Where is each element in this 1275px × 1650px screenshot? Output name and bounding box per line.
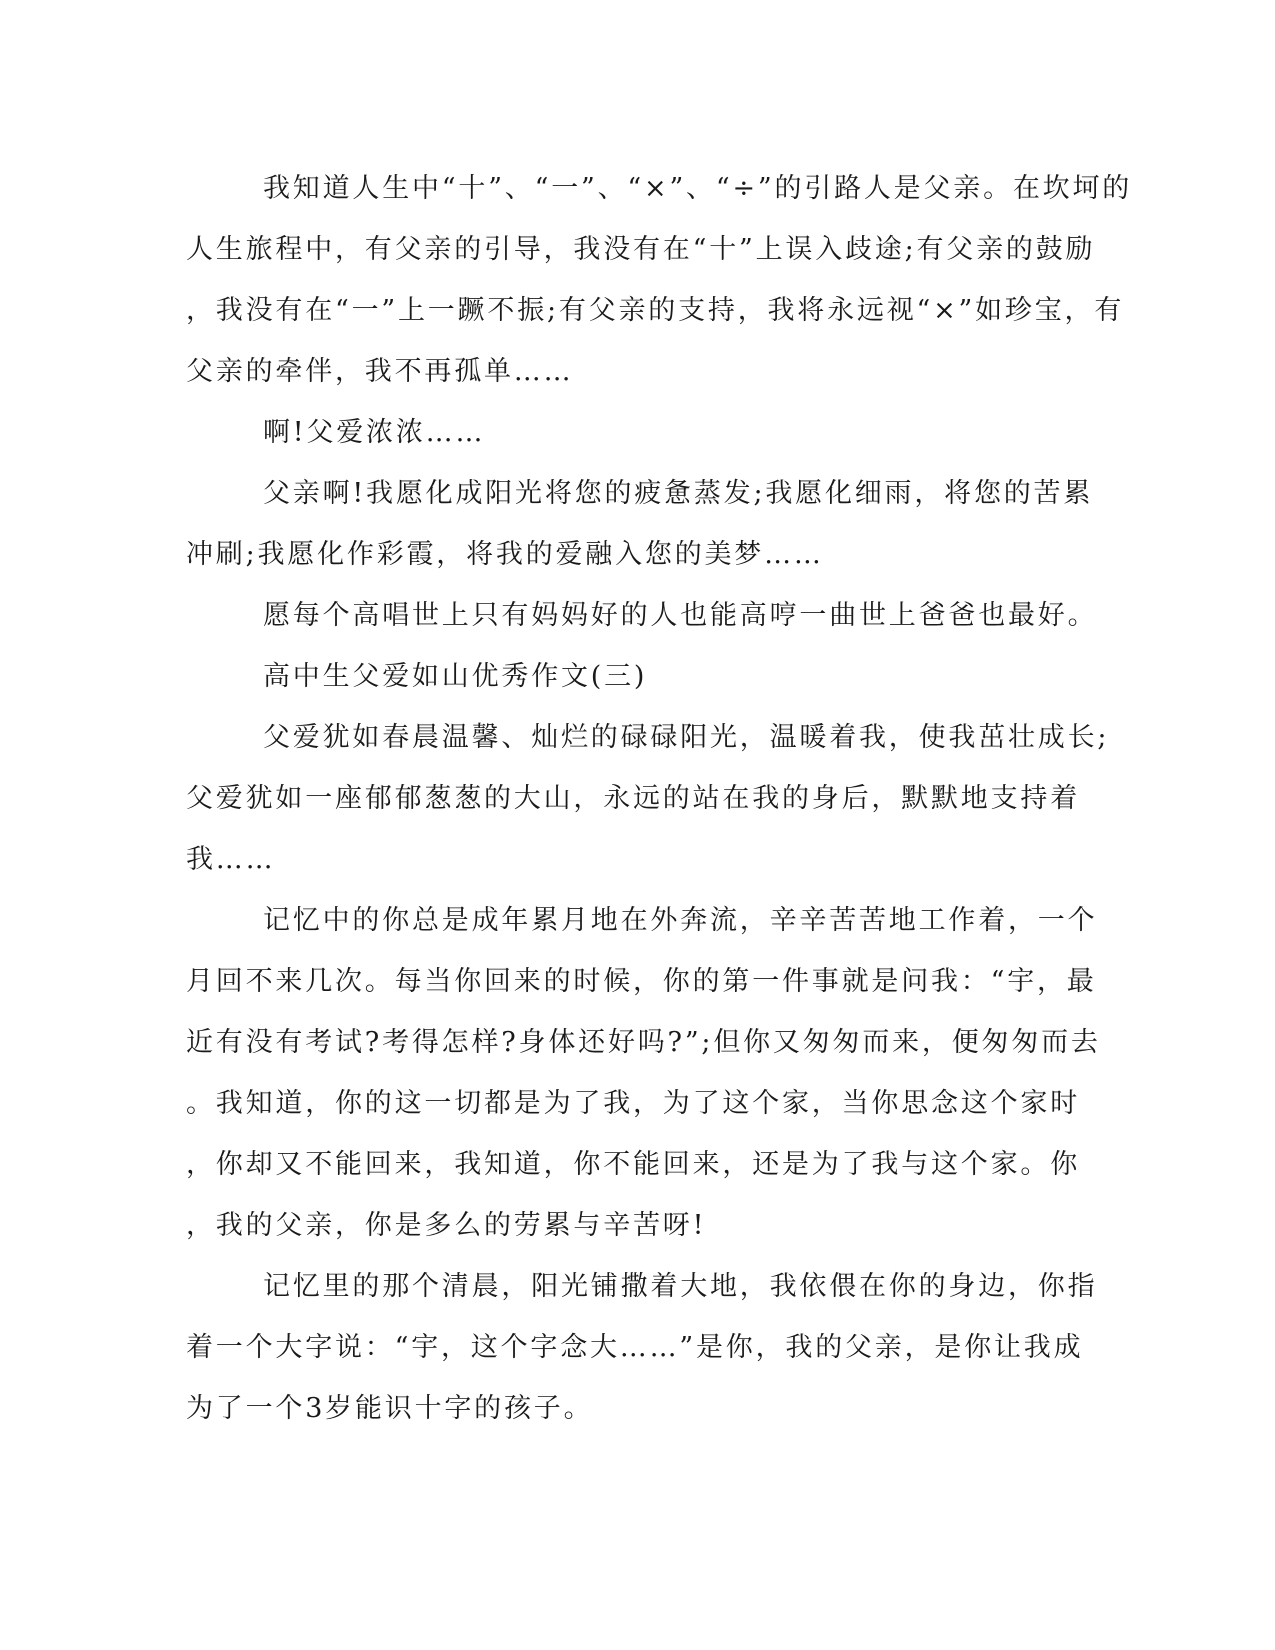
text-line: 记忆里的那个清晨，阳光铺撒着大地，我依偎在你的身边，你指	[263, 1271, 1098, 1302]
text-line: 父亲的牵伴，我不再孤单……	[186, 356, 574, 387]
text-line: 我知道人生中“十”、“一”、“×”、“÷”的引路人是父亲。在坎坷的	[263, 173, 1133, 204]
text-line: 月回不来几次。每当你回来的时候，你的第一件事就是问我：“宇，最	[186, 966, 1097, 997]
text-line: 近有没有考试?考得怎样?身体还好吗?”;但你又匆匆而来，便匆匆而去	[186, 1027, 1101, 1058]
text-line: 父爱犹如一座郁郁葱葱的大山，永远的站在我的身后，默默地支持着	[186, 783, 1080, 814]
text-line: 啊!父爱浓浓……	[263, 417, 486, 448]
text-line: 愿每个高唱世上只有妈妈好的人也能高哼一曲世上爸爸也最好。	[263, 600, 1098, 631]
text-line: ，我没有在“一”上一蹶不振;有父亲的支持，我将永远视“×”如珍宝，有	[186, 295, 1125, 326]
text-line: 父亲啊!我愿化成阳光将您的疲惫蒸发;我愿化细雨，将您的苦累	[263, 478, 1094, 509]
text-line: 父爱犹如春晨温馨、灿烂的碌碌阳光，温暖着我，使我茁壮成长;	[263, 722, 1110, 753]
text-line: 冲刷;我愿化作彩霞，将我的爱融入您的美梦……	[186, 539, 824, 570]
text-line: ，你却又不能回来，我知道，你不能回来，还是为了我与这个家。你	[186, 1149, 1080, 1180]
text-line: 为了一个3岁能识十字的孩子。	[186, 1393, 594, 1424]
text-line: 人生旅程中，有父亲的引导，我没有在“十”上误入歧途;有父亲的鼓励	[186, 234, 1096, 265]
text-line: 记忆中的你总是成年累月地在外奔流，辛辛苦苦地工作着，一个	[263, 905, 1098, 936]
section-heading: 高中生父爱如山优秀作文(三)	[263, 661, 648, 692]
document-body	[186, 158, 1133, 1439]
text-line: 着一个大字说：“宇，这个字念大……”是你，我的父亲，是你让我成	[186, 1332, 1084, 1363]
text-line: 。我知道，你的这一切都是为了我，为了这个家，当你思念这个家时	[186, 1088, 1080, 1119]
text-line: ，我的父亲，你是多么的劳累与辛苦呀!	[186, 1210, 707, 1241]
text-line: 我……	[186, 844, 276, 875]
